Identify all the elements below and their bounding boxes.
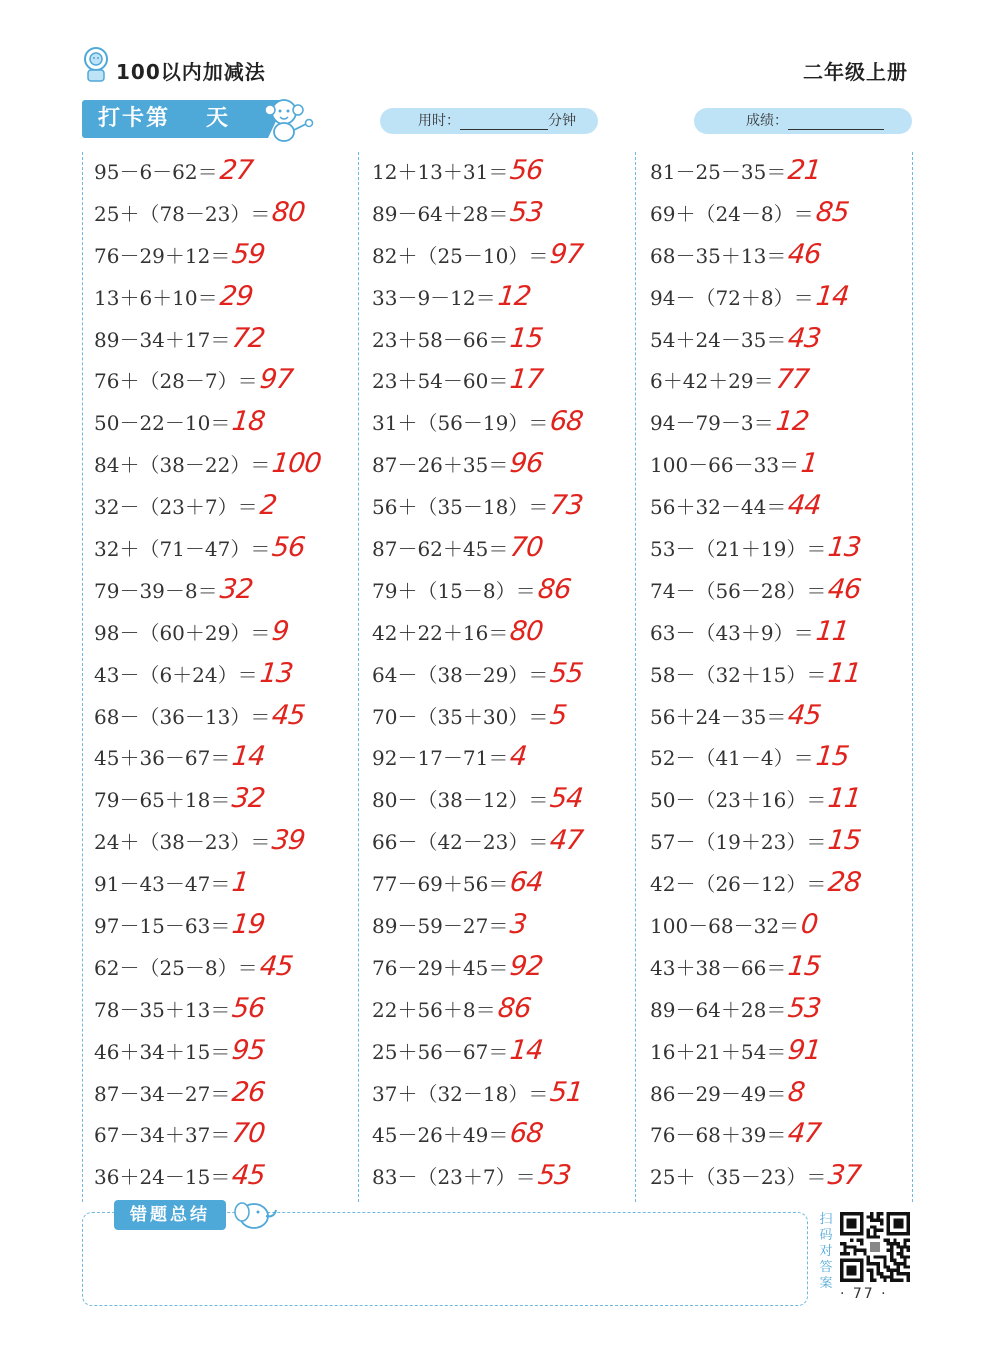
problem-row (372, 946, 583, 988)
problem-equation: 100－66－33＝ (650, 453, 800, 478)
handwritten-answer[interactable]: 15 (508, 322, 545, 354)
handwritten-answer[interactable]: 9 (270, 615, 291, 647)
handwritten-answer[interactable]: 15 (786, 950, 823, 982)
problem-row (372, 359, 583, 401)
handwritten-answer[interactable]: 26 (230, 1076, 267, 1108)
problem-row (372, 234, 583, 276)
problem-row (94, 401, 321, 443)
problem-equation: 76－29＋45＝ (372, 955, 509, 980)
problem-equation: 69＋（24－8）＝ (650, 201, 814, 226)
problem-row (94, 443, 321, 485)
problem-equation: 66－（42－23）＝ (372, 830, 549, 855)
problem-row (372, 401, 583, 443)
handwritten-answer[interactable]: 5 (548, 699, 569, 731)
problem-row (650, 736, 861, 778)
problem-equation: 68－（36－13）＝ (94, 704, 271, 729)
problem-row (372, 192, 583, 234)
page-number: · 77 · (840, 1286, 888, 1302)
problem-equation: 79－65＋18＝ (94, 788, 231, 813)
problem-equation: 42＋22＋16＝ (372, 620, 509, 645)
handwritten-answer[interactable]: 18 (230, 406, 267, 438)
column-divider (358, 152, 359, 1202)
score-field (694, 108, 912, 134)
problem-row (650, 820, 861, 862)
handwritten-answer[interactable]: 59 (230, 238, 267, 270)
handwritten-answer[interactable]: 27 (218, 155, 254, 186)
problem-row (94, 946, 321, 988)
handwritten-answer[interactable]: 100 (270, 448, 323, 480)
problem-row (94, 318, 321, 360)
problem-row (94, 192, 321, 234)
handwritten-answer[interactable]: 32 (230, 783, 267, 815)
handwritten-answer[interactable]: 37 (826, 1160, 863, 1192)
problem-equation: 67－34＋37＝ (94, 1123, 231, 1148)
handwritten-answer[interactable]: 45 (786, 699, 823, 731)
problem-equation: 83－（23＋7）＝ (372, 1165, 536, 1190)
handwritten-answer[interactable]: 91 (786, 1034, 823, 1066)
column-divider (912, 152, 913, 1202)
problem-equation: 13＋6＋10＝ (94, 285, 218, 310)
problem-equation: 76＋（28－7）＝ (94, 369, 258, 394)
problem-equation: 25＋（78－23）＝ (94, 201, 271, 226)
problem-row (372, 485, 583, 527)
problem-row (372, 318, 583, 360)
handwritten-answer[interactable]: 1 (230, 867, 251, 899)
problem-equation: 91－43－47＝ (94, 872, 231, 897)
problem-row (94, 569, 321, 611)
problem-equation: 77－69＋56＝ (372, 872, 509, 897)
lion-mascot-icon (82, 46, 110, 82)
problem-row (650, 1072, 861, 1114)
problem-equation: 24＋（38－23）＝ (94, 830, 271, 855)
problem-equation: 25＋（35－23）＝ (650, 1165, 827, 1190)
handwritten-answer[interactable]: 1 (799, 448, 819, 480)
problem-row (94, 1113, 321, 1155)
problem-row (650, 778, 861, 820)
handwritten-answer[interactable]: 8 (786, 1076, 807, 1108)
handwritten-answer[interactable]: 43 (786, 322, 823, 354)
problem-row (650, 359, 861, 401)
handwritten-answer[interactable]: 97 (548, 238, 585, 270)
handwritten-answer[interactable]: 46 (786, 238, 823, 270)
handwritten-answer[interactable]: 45 (270, 699, 307, 731)
problem-row (94, 276, 321, 318)
handwritten-answer[interactable]: 56 (230, 992, 267, 1024)
problem-equation: 56＋（35－18）＝ (372, 495, 549, 520)
handwritten-answer[interactable]: 80 (508, 615, 545, 647)
score-label: 成绩： (746, 113, 788, 129)
problem-row (650, 569, 861, 611)
problem-row (650, 150, 861, 192)
problem-row (650, 443, 861, 485)
handwritten-answer[interactable]: 45 (230, 1160, 267, 1192)
problem-row (94, 736, 321, 778)
problem-equation: 25＋56－67＝ (372, 1039, 509, 1064)
problem-row (94, 778, 321, 820)
problem-equation: 78－35＋13＝ (94, 997, 231, 1022)
problem-row (372, 1072, 583, 1114)
problem-row (94, 485, 321, 527)
handwritten-answer[interactable]: 95 (230, 1034, 267, 1066)
problem-equation: 74－（56－28）＝ (650, 578, 827, 603)
problem-equation: 97－15－63＝ (94, 914, 231, 939)
problem-equation: 33－9－12＝ (372, 285, 496, 310)
problem-equation: 62－（25－8）＝ (94, 955, 258, 980)
handwritten-answer[interactable]: 12 (774, 406, 810, 438)
handwritten-answer[interactable]: 14 (508, 1034, 545, 1066)
book-title: 100以内加减法 (116, 60, 266, 84)
monkey-mascot-icon (258, 94, 316, 144)
elephant-mascot-icon (230, 1196, 280, 1232)
handwritten-answer[interactable]: 73 (548, 490, 585, 522)
problem-row (94, 1155, 321, 1197)
problem-equation: 87－62＋45＝ (372, 537, 509, 562)
handwritten-answer[interactable]: 72 (230, 322, 267, 354)
problem-equation: 70－（35＋30）＝ (372, 704, 549, 729)
checkin-prefix: 打卡第 (98, 106, 171, 131)
problem-equation: 43－（6＋24）＝ (94, 662, 258, 687)
problem-row (94, 653, 321, 695)
problem-equation: 81－25－35＝ (650, 160, 787, 184)
problem-row (650, 1030, 861, 1072)
problem-equation: 12＋13＋31＝ (372, 160, 509, 184)
handwritten-answer[interactable]: 68 (548, 406, 585, 438)
problem-row (372, 527, 583, 569)
handwritten-answer[interactable]: 55 (548, 657, 585, 689)
problem-equation: 45＋36－67＝ (94, 746, 231, 771)
handwritten-answer[interactable]: 21 (786, 155, 823, 186)
problem-equation: 54＋24－35＝ (650, 327, 787, 352)
handwritten-answer[interactable]: 86 (496, 992, 532, 1024)
handwritten-answer[interactable]: 56 (270, 532, 307, 564)
problem-equation: 92－17－71＝ (372, 746, 509, 771)
grade-label: 二年级上册 (803, 60, 908, 84)
problem-equation: 89－64＋28＝ (650, 997, 787, 1022)
handwritten-answer[interactable]: 53 (786, 992, 823, 1024)
problem-equation: 50－（23＋16）＝ (650, 788, 827, 813)
handwritten-answer[interactable]: 17 (508, 364, 545, 396)
problem-column-1 (94, 150, 321, 1197)
handwritten-answer[interactable]: 28 (826, 867, 863, 899)
problem-equation: 76－29＋12＝ (94, 243, 231, 268)
problem-equation: 95－6－62＝ (94, 160, 218, 184)
problem-row (372, 778, 583, 820)
handwritten-answer[interactable]: 14 (230, 741, 267, 773)
handwritten-answer[interactable]: 53 (536, 1160, 572, 1192)
problem-row (372, 276, 583, 318)
problem-row (94, 527, 321, 569)
handwritten-answer[interactable]: 2 (258, 490, 278, 522)
problem-equation: 63－（43＋9）＝ (650, 620, 814, 645)
handwritten-answer[interactable]: 97 (258, 364, 294, 396)
problem-row (94, 862, 321, 904)
problem-equation: 100－68－32＝ (650, 914, 800, 939)
handwritten-answer[interactable]: 85 (814, 196, 850, 228)
problem-row (650, 527, 861, 569)
problem-row (650, 653, 861, 695)
time-input[interactable] (460, 113, 548, 130)
handwritten-answer[interactable]: 11 (826, 783, 863, 815)
problem-row (372, 904, 583, 946)
problem-equation: 31＋（56－19）＝ (372, 411, 549, 436)
score-input[interactable] (788, 113, 884, 130)
problem-row (94, 904, 321, 946)
problem-equation: 84＋（38－22）＝ (94, 453, 271, 478)
handwritten-answer[interactable]: 13 (258, 657, 294, 689)
handwritten-answer[interactable]: 12 (496, 280, 532, 312)
problem-row (94, 611, 321, 653)
problem-equation: 56＋32－44＝ (650, 495, 787, 520)
handwritten-answer[interactable]: 86 (536, 573, 572, 605)
problem-equation: 43＋38－66＝ (650, 955, 787, 980)
problem-row (650, 276, 861, 318)
problem-equation: 23＋58－66＝ (372, 327, 509, 352)
problem-row (650, 1155, 861, 1197)
problem-equation: 82＋（25－10）＝ (372, 243, 549, 268)
handwritten-answer[interactable]: 0 (799, 909, 819, 941)
problem-row (372, 820, 583, 862)
handwritten-answer[interactable]: 11 (814, 615, 850, 647)
problem-equation: 52－（41－4）＝ (650, 746, 814, 771)
column-divider (82, 152, 83, 1202)
problem-row (94, 988, 321, 1030)
time-unit: 分钟 (548, 113, 576, 129)
problem-row (372, 736, 583, 778)
problem-row (650, 904, 861, 946)
handwritten-answer[interactable]: 46 (826, 573, 863, 605)
problem-equation: 32－（23＋7）＝ (94, 495, 258, 520)
problem-equation: 53－（21＋19）＝ (650, 537, 827, 562)
handwritten-answer[interactable]: 11 (826, 657, 863, 689)
problem-row (650, 234, 861, 276)
problem-row (650, 695, 861, 737)
problem-equation: 22＋56＋8＝ (372, 997, 496, 1022)
problem-equation: 89－59－27＝ (372, 914, 509, 939)
handwritten-answer[interactable]: 3 (508, 909, 529, 941)
problem-equation: 68－35＋13＝ (650, 243, 787, 268)
problem-row (94, 150, 321, 192)
problem-row (650, 862, 861, 904)
problem-row (650, 485, 861, 527)
problem-row (372, 569, 583, 611)
problem-equation: 56＋24－35＝ (650, 704, 787, 729)
problem-equation: 23＋54－60＝ (372, 369, 509, 394)
problem-row (94, 1072, 321, 1114)
problem-row (372, 695, 583, 737)
handwritten-answer[interactable]: 77 (774, 364, 810, 396)
checkin-day-tab (82, 100, 268, 138)
handwritten-answer[interactable]: 29 (218, 280, 254, 312)
handwritten-answer[interactable]: 32 (218, 573, 254, 605)
handwritten-answer[interactable]: 70 (230, 1118, 267, 1150)
problem-equation: 46＋34＋15＝ (94, 1039, 231, 1064)
problem-row (372, 1155, 583, 1197)
problem-row (650, 318, 861, 360)
problem-equation: 98－（60＋29）＝ (94, 620, 271, 645)
problem-row (372, 653, 583, 695)
problem-equation: 45－26＋49＝ (372, 1123, 509, 1148)
time-field (380, 108, 598, 134)
problem-row (650, 611, 861, 653)
handwritten-answer[interactable]: 92 (508, 950, 545, 982)
scan-answer-label: 扫码对答案 (819, 1212, 833, 1291)
problem-row (94, 820, 321, 862)
handwritten-answer[interactable]: 47 (786, 1118, 823, 1150)
handwritten-answer[interactable]: 14 (814, 280, 850, 312)
problem-equation: 58－（32＋15）＝ (650, 662, 827, 687)
handwritten-answer[interactable]: 54 (548, 783, 585, 815)
handwritten-answer[interactable]: 70 (508, 532, 545, 564)
problem-row (650, 946, 861, 988)
problem-equation: 64－（38－29）＝ (372, 662, 549, 687)
problem-equation: 86－29－49＝ (650, 1081, 787, 1106)
problem-equation: 87－26＋35＝ (372, 453, 509, 478)
problem-row (372, 150, 583, 192)
problem-equation: 32＋（71－47）＝ (94, 537, 271, 562)
qr-code-icon[interactable] (838, 1212, 912, 1282)
problem-column-3 (650, 150, 861, 1197)
problem-equation: 79＋（15－8）＝ (372, 578, 536, 603)
problem-row (650, 192, 861, 234)
column-divider (635, 152, 636, 1202)
handwritten-answer[interactable]: 13 (826, 532, 863, 564)
handwritten-answer[interactable]: 51 (548, 1076, 585, 1108)
problem-row (372, 988, 583, 1030)
handwritten-answer[interactable]: 45 (258, 950, 294, 982)
problem-row (372, 443, 583, 485)
handwritten-answer[interactable]: 4 (508, 741, 529, 773)
handwritten-answer[interactable]: 56 (508, 155, 545, 186)
problem-equation: 57－（19＋23）＝ (650, 830, 827, 855)
time-label: 用时： (418, 113, 460, 129)
problem-equation: 50－22－10＝ (94, 411, 231, 436)
handwritten-answer[interactable]: 15 (826, 825, 863, 857)
handwritten-answer[interactable]: 15 (814, 741, 850, 773)
problem-equation: 79－39－8＝ (94, 578, 218, 603)
problem-equation: 89－64＋28＝ (372, 201, 509, 226)
handwritten-answer[interactable]: 64 (508, 867, 545, 899)
problem-equation: 94－79－3＝ (650, 411, 774, 436)
problem-equation: 37＋（32－18）＝ (372, 1081, 549, 1106)
mistake-summary-label: 错题总结 (114, 1200, 226, 1230)
problem-row (650, 401, 861, 443)
problem-row (94, 234, 321, 276)
handwritten-answer[interactable]: 96 (508, 448, 545, 480)
problem-equation: 94－（72＋8）＝ (650, 285, 814, 310)
handwritten-answer[interactable]: 53 (508, 196, 545, 228)
problem-equation: 6＋42＋29＝ (650, 369, 774, 394)
problem-row (372, 611, 583, 653)
handwritten-answer[interactable]: 68 (508, 1118, 545, 1150)
problem-row (372, 862, 583, 904)
problem-equation: 80－（38－12）＝ (372, 788, 549, 813)
problem-row (94, 695, 321, 737)
problem-equation: 36＋24－15＝ (94, 1165, 231, 1190)
problem-equation: 87－34－27＝ (94, 1081, 231, 1106)
handwritten-answer[interactable]: 47 (548, 825, 585, 857)
problem-column-2 (372, 150, 583, 1197)
handwritten-answer[interactable]: 80 (270, 196, 307, 228)
problem-equation: 89－34＋17＝ (94, 327, 231, 352)
problem-row (372, 1113, 583, 1155)
checkin-suffix: 天 (206, 106, 231, 131)
handwritten-answer[interactable]: 39 (270, 825, 307, 857)
problem-row (650, 988, 861, 1030)
problem-equation: 16＋21＋54＝ (650, 1039, 787, 1064)
problem-equation: 76－68＋39＝ (650, 1123, 787, 1148)
problem-row (372, 1030, 583, 1072)
problem-equation: 42－（26－12）＝ (650, 872, 827, 897)
problem-row (94, 359, 321, 401)
problem-row (650, 1113, 861, 1155)
problem-row (94, 1030, 321, 1072)
handwritten-answer[interactable]: 19 (230, 909, 267, 941)
handwritten-answer[interactable]: 44 (786, 490, 823, 522)
